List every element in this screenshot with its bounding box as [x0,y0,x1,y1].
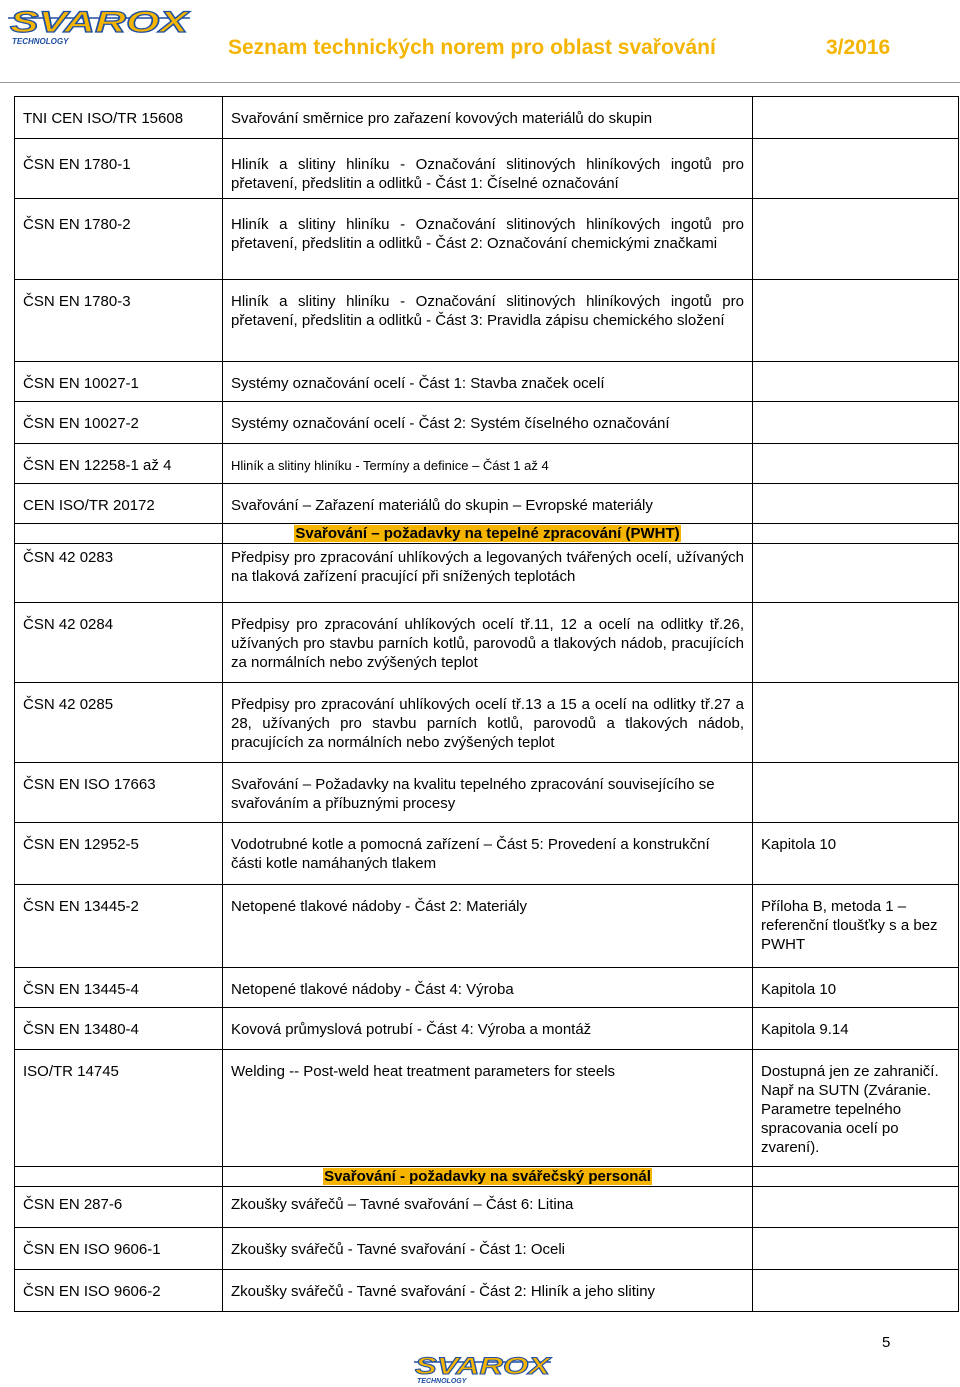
norm-title: Zkoušky svářečů - Tavné svařování - Část 2: Hliník a jeho slitiny [223,1270,753,1312]
norm-code: ČSN EN 12952-5 [15,823,223,885]
norm-note [753,603,959,683]
norm-code: ČSN EN 1780-2 [15,199,223,280]
table-row [15,885,959,968]
norm-note: Kapitola 9.14 [753,1008,959,1050]
table-row [15,603,959,683]
norm-note [753,544,959,603]
norm-code: ČSN 42 0285 [15,683,223,763]
table-row [15,97,959,139]
norm-code: ČSN EN 12258-1 až 4 [15,444,223,484]
svg-text:TECHNOLOGY: TECHNOLOGY [12,37,69,46]
norm-title: Předpisy pro zpracování uhlíkových ocelí tř.13 a 15 a ocelí na odlitky tř.27 a 28, užívaných pro stavbu parních kotlů, parovodů a tlakových nádob, pracujících za normálních nebo zvýšených teplot [223,683,753,763]
norm-code: ČSN EN 13445-4 [15,968,223,1008]
norm-title: Systémy označování ocelí - Část 2: Systém číselného označování [223,402,753,444]
svg-text:TECHNOLOGY: TECHNOLOGY [417,1378,467,1384]
norm-title: Zkoušky svářečů – Tavné svařování – Část 6: Litina [223,1187,753,1228]
norm-code: ČSN 42 0283 [15,544,223,603]
norm-code: CEN ISO/TR 20172 [15,484,223,524]
norm-code: ČSN EN 10027-1 [15,362,223,402]
svg-text:SVAROX: SVAROX [415,1353,553,1380]
norm-note [753,97,959,139]
norm-code: ČSN EN ISO 9606-2 [15,1270,223,1312]
norm-title: Hliník a slitiny hliníku - Označování slitinových hliníkových ingotů pro přetavení, předslitin a odlitků - Část 3: Pravidla zápisu chemického složení [223,280,753,362]
section-heading: Svařování - požadavky na svářečský personál [223,1167,753,1187]
norm-note [753,280,959,362]
svarox-logo-footer [410,1350,555,1384]
section-row [15,524,959,544]
header-divider [0,82,960,83]
norm-code: ČSN 42 0284 [15,603,223,683]
norm-title: Kovová průmyslová potrubí - Část 4: Výroba a montáž [223,1008,753,1050]
norm-note [753,1187,959,1228]
norm-note: Příloha B, metoda 1 – referenční tloušťky s a bez PWHT [753,885,959,968]
page-title: Seznam technických norem pro oblast svařování [228,36,716,59]
norm-code: ČSN EN 13480-4 [15,1008,223,1050]
section-row [15,1167,959,1187]
table-row [15,1228,959,1270]
table-row [15,1187,959,1228]
table-row [15,763,959,823]
table-row [15,1008,959,1050]
norm-title: Hliník a slitiny hliníku - Označování slitinových hliníkových ingotů pro přetavení, předslitin a odlitků - Část 1: Číselné označování [223,139,753,199]
norm-note [753,402,959,444]
norm-title: Předpisy pro zpracování uhlíkových ocelí tř.11, 12 a ocelí na odlitky tř.26, užívaných pro stavbu parních kotlů, parovodů a tlakových nádob, pracujících za normálních nebo zvýšených teplot [223,603,753,683]
svarox-logo [4,2,194,46]
table-row [15,139,959,199]
table-row [15,823,959,885]
norm-code: TNI CEN ISO/TR 15608 [15,97,223,139]
norm-note [753,1228,959,1270]
norm-title: Vodotrubné kotle a pomocná zařízení – Část 5: Provedení a konstrukční části kotle namáhaných tlakem [223,823,753,885]
norm-note [753,362,959,402]
norm-title: Zkoušky svářečů - Tavné svařování - Část 1: Oceli [223,1228,753,1270]
svg-text:SVAROX: SVAROX [10,6,191,39]
table-row [15,544,959,603]
table-row [15,362,959,402]
norm-note: Kapitola 10 [753,968,959,1008]
norm-title: Svařování – Požadavky na kvalitu tepelného zpracování souvisejícího se svařováním a příbuznými procesy [223,763,753,823]
page-date: 3/2016 [826,36,891,59]
norm-note [753,444,959,484]
norms-table [14,96,959,1312]
norm-title: Welding -- Post-weld heat treatment parameters for steels [223,1050,753,1167]
page-number: 5 [882,1334,891,1351]
norm-code: ISO/TR 14745 [15,1050,223,1167]
norm-code: ČSN EN ISO 17663 [15,763,223,823]
norm-code: ČSN EN 13445-2 [15,885,223,968]
table-row [15,280,959,362]
norm-title: Netopené tlakové nádoby - Část 4: Výroba [223,968,753,1008]
table-row [15,444,959,484]
table-row [15,1270,959,1312]
table-row [15,1050,959,1167]
norm-code: ČSN EN ISO 9606-1 [15,1228,223,1270]
section-heading: Svařování – požadavky na tepelné zpracování (PWHT) [223,524,753,544]
norm-code: ČSN EN 1780-3 [15,280,223,362]
norm-note: Dostupná jen ze zahraničí. Např na SUTN (Zváranie. Parametre tepelného spracovania ocelí po zvarení). [753,1050,959,1167]
norm-note [753,484,959,524]
norm-title: Hliník a slitiny hliníku - Označování slitinových hliníkových ingotů pro přetavení, předslitin a odlitků - Část 2: Označování chemickými značkami [223,199,753,280]
norm-note: Kapitola 10 [753,823,959,885]
norm-code: ČSN EN 10027-2 [15,402,223,444]
table-row [15,968,959,1008]
table-row [15,683,959,763]
norm-note [753,1270,959,1312]
table-row [15,199,959,280]
norm-title: Předpisy pro zpracování uhlíkových a legovaných tvářených ocelí, užívaných na tlaková zařízení pracující při snížených teplotách [223,544,753,603]
norm-title: Systémy označování ocelí - Část 1: Stavba značek ocelí [223,362,753,402]
norm-note [753,763,959,823]
norm-title: Svařování směrnice pro zařazení kovových materiálů do skupin [223,97,753,139]
norm-note [753,683,959,763]
table-row [15,402,959,444]
norm-note [753,139,959,199]
norm-note [753,199,959,280]
norm-title: Netopené tlakové nádoby - Část 2: Materiály [223,885,753,968]
norm-title: Svařování – Zařazení materiálů do skupin – Evropské materiály [223,484,753,524]
norm-title: Hliník a slitiny hliníku - Termíny a definice – Část 1 až 4 [223,444,753,484]
table-row [15,484,959,524]
norm-code: ČSN EN 1780-1 [15,139,223,199]
norm-code: ČSN EN 287-6 [15,1187,223,1228]
